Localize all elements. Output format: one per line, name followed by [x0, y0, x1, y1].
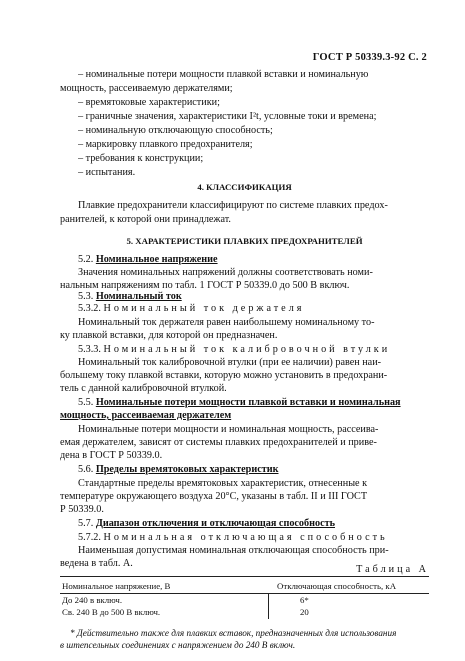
paragraph: Номинальные потери мощности и номинальная мощность, рассеива-: [78, 424, 379, 435]
table-cell: До 240 в включ.: [62, 595, 123, 605]
table-top-rule: [60, 576, 429, 577]
table-column-divider: [268, 593, 269, 619]
clause-title: Номинальный ток держателя: [103, 303, 305, 314]
paragraph-cont: большему току плавкой вставки, которую можно установить в предохрани-: [60, 370, 388, 381]
clause-number: 5.5.: [78, 397, 94, 408]
clause-number: 5.3.2.: [78, 303, 101, 314]
table-cell: 6*: [300, 595, 309, 605]
table-cell: Св. 240 В до 500 В включ.: [62, 607, 161, 617]
paragraph-cont: нальным напряжениям по табл. 1 ГОСТ Р 50339.0 до 500 В включ.: [60, 280, 350, 291]
clause-5-6-heading: [78, 463, 429, 476]
clause-number: 5.3.3.: [78, 344, 101, 355]
footnote: * Действительно также для плавких вставок, предназначенных для использования: [70, 628, 397, 638]
list-item: – граничные значения, характеристики I²t, условные токи и времена;: [78, 111, 377, 122]
clause-number: 5.2.: [78, 254, 94, 265]
clause-5-2-heading: [78, 253, 429, 266]
clause-title: Номинальные потери мощности плавкой вставки и номинальная: [95, 397, 401, 408]
paragraph-cont: Р 50339.0.: [60, 504, 104, 515]
page-header: ГОСТ Р 50339.3-92 С. 2: [312, 52, 427, 63]
clause-title: Номинальная отключающая способность: [103, 532, 388, 543]
footnote-cont: в штепсельных соединениях с напряжением до 240 В включ.: [60, 640, 296, 650]
clause-5-3-2-heading: [78, 302, 429, 315]
paragraph-cont: емая держателем, зависят от системы плавких предохранителей и приве-: [60, 437, 377, 448]
clause-title: Пределы времятоковых характеристик: [95, 464, 279, 475]
list-item-cont: мощность, рассеиваемую держателями;: [60, 83, 233, 94]
paragraph-cont: ку плавкой вставки, для которой он предназначен.: [60, 330, 278, 341]
paragraph-cont: дена в ГОСТ Р 50339.0.: [60, 450, 163, 461]
section-5-title: 5. ХАРАКТЕРИСТИКИ ПЛАВКИХ ПРЕДОХРАНИТЕЛЕЙ: [126, 236, 363, 246]
list-item: – маркировку плавкого предохранителя;: [78, 139, 253, 150]
paragraph: Наименьшая допустимая номинальная отключающая способность при-: [78, 545, 389, 556]
list-item: – номинальную отключающую способность;: [78, 125, 273, 136]
clause-title: Номинальный ток калибровочной втулки: [103, 344, 391, 355]
clause-5-7-2-heading: [78, 531, 429, 544]
paragraph: Номинальный ток держателя равен наибольшему номинальному то-: [78, 317, 375, 328]
clause-title: Номинальное напряжение: [95, 254, 218, 265]
clause-title: Диапазон отключения и отключающая способность: [95, 518, 335, 529]
table-caption: Таблица А: [356, 564, 429, 575]
list-item: – испытания.: [78, 167, 136, 178]
clause-title: Номинальный ток: [95, 291, 182, 302]
clause-number: 5.3.: [78, 291, 94, 302]
paragraph: Значения номинальных напряжений должны соответствовать номи-: [78, 267, 373, 278]
clause-5-5-heading: [78, 396, 429, 409]
paragraph: Плавкие предохранители классифицируют по системе плавких предох-: [78, 200, 388, 211]
paragraph-cont: ранителей, к которой они принадлежат.: [60, 214, 231, 225]
section-4-title: 4. КЛАССИФИКАЦИЯ: [197, 182, 292, 192]
list-item: – номинальные потери мощности плавкой вставки и номинальную: [78, 69, 369, 80]
paragraph-cont: температуре окружающего воздуха 20°С, указаны в табл. II и III ГОСТ: [60, 491, 368, 502]
paragraph-cont: ведена в табл. А.: [60, 558, 133, 569]
list-item: – времятоковые характеристики;: [78, 97, 220, 108]
clause-number: 5.7.2.: [78, 532, 101, 543]
clause-5-7-heading: [78, 517, 429, 530]
paragraph: Стандартные пределы времятоковых характеристик, отнесенные к: [78, 478, 368, 489]
clause-number: 5.6.: [78, 464, 94, 475]
paragraph: Номинальный ток калибровочной втулки (при ее наличии) равен наи-: [78, 357, 382, 368]
table-header-cell: Отключающая способность, кА: [277, 581, 397, 591]
clause-5-3-3-heading: [78, 343, 429, 356]
table-header-cell: Номинальное напряжение, В: [62, 581, 171, 591]
clause-title-cont: мощность, рассеиваемая держателем: [60, 410, 232, 421]
paragraph-cont: тель с данной калибровочной втулкой.: [60, 383, 227, 394]
table-cell: 20: [300, 607, 309, 617]
clause-number: 5.7.: [78, 518, 94, 529]
list-item: – требования к конструкции;: [78, 153, 204, 164]
